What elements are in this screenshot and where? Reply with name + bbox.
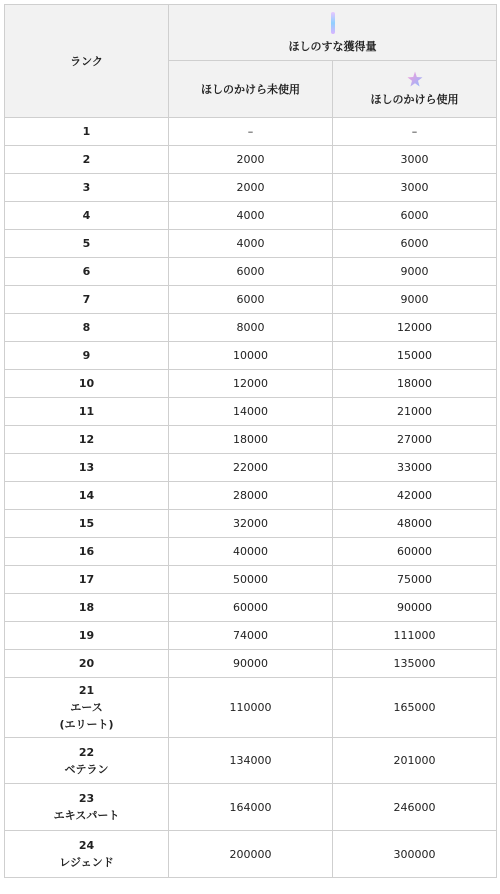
without-fragment-cell: 110000 <box>169 678 333 738</box>
rank-cell <box>5 784 169 831</box>
rank-cell <box>5 314 169 342</box>
rank-number: 10 <box>78 377 95 390</box>
with-fragment-cell: 18000 <box>333 370 497 398</box>
table-row <box>5 784 497 831</box>
table-row <box>5 398 497 426</box>
without-fragment-cell: 18000 <box>169 426 333 454</box>
rank-number: 22 <box>78 745 95 759</box>
table-row <box>5 146 497 174</box>
rank-number: 4 <box>82 209 91 222</box>
rank-number: 20 <box>78 657 95 670</box>
without-fragment-cell: 50000 <box>169 566 333 594</box>
stardust-table <box>4 4 497 878</box>
rank-cell <box>5 118 169 146</box>
with-fragment-cell: 12000 <box>333 314 497 342</box>
rank-number: 15 <box>78 517 95 530</box>
table-row <box>5 454 497 482</box>
rank-number: 14 <box>78 489 95 502</box>
rank-number: 3 <box>82 181 91 194</box>
with-fragment-cell: 27000 <box>333 426 497 454</box>
with-fragment-cell: 75000 <box>333 566 497 594</box>
rank-cell <box>5 738 169 784</box>
table-row <box>5 174 497 202</box>
rank-cell <box>5 426 169 454</box>
rank-title: エース <box>70 701 103 714</box>
without-fragment-cell: 200000 <box>169 831 333 878</box>
rank-cell <box>5 342 169 370</box>
stardust-gain-label: ほしのすな獲得量 <box>288 39 377 53</box>
table-row <box>5 510 497 538</box>
without-fragment-cell: 6000 <box>169 258 333 286</box>
rank-header: ランク <box>5 5 169 118</box>
rank-number: 19 <box>78 629 95 642</box>
without-fragment-cell: 4000 <box>169 202 333 230</box>
without-fragment-cell: 134000 <box>169 738 333 784</box>
rank-cell <box>5 678 169 738</box>
rank-title: レジェンド <box>59 856 114 869</box>
rank-cell <box>5 370 169 398</box>
table-row <box>5 370 497 398</box>
without-fragment-cell: 12000 <box>169 370 333 398</box>
with-fragment-cell: 201000 <box>333 738 497 784</box>
rank-number: 16 <box>78 545 95 558</box>
with-fragment-cell: 3000 <box>333 174 497 202</box>
rank-cell <box>5 594 169 622</box>
with-fragment-cell: 6000 <box>333 202 497 230</box>
without-fragment-cell: 2000 <box>169 146 333 174</box>
with-fragment-cell: – <box>333 118 497 146</box>
table-row <box>5 314 497 342</box>
rank-cell <box>5 538 169 566</box>
table-row <box>5 286 497 314</box>
without-fragment-cell: 14000 <box>169 398 333 426</box>
table-row <box>5 650 497 678</box>
without-fragment-cell: 90000 <box>169 650 333 678</box>
without-fragment-cell: 10000 <box>169 342 333 370</box>
with-fragment-cell: 111000 <box>333 622 497 650</box>
table-row <box>5 118 497 146</box>
rank-cell <box>5 650 169 678</box>
with-fragment-cell: 9000 <box>333 286 497 314</box>
without-fragment-cell: 32000 <box>169 510 333 538</box>
rank-number: 5 <box>82 237 91 250</box>
without-fragment-cell: – <box>169 118 333 146</box>
without-fragment-cell: 164000 <box>169 784 333 831</box>
stardust-icon <box>330 12 336 34</box>
rank-cell <box>5 454 169 482</box>
with-fragment-cell: 246000 <box>333 784 497 831</box>
rank-cell <box>5 398 169 426</box>
with-fragment-cell: 42000 <box>333 482 497 510</box>
table-row <box>5 538 497 566</box>
star-fragment-icon <box>407 71 423 87</box>
table-row <box>5 831 497 878</box>
rank-cell <box>5 174 169 202</box>
rank-title: ベテラン <box>64 762 109 776</box>
rank-cell <box>5 202 169 230</box>
without-fragment-cell: 40000 <box>169 538 333 566</box>
stardust-gain-header <box>169 5 497 61</box>
without-fragment-cell: 8000 <box>169 314 333 342</box>
rank-number: 9 <box>82 349 91 362</box>
with-fragment-cell: 135000 <box>333 650 497 678</box>
rank-cell <box>5 510 169 538</box>
rank-number: 12 <box>78 433 95 446</box>
rank-cell <box>5 566 169 594</box>
table-row <box>5 678 497 738</box>
rank-number: 7 <box>82 293 91 306</box>
table-row <box>5 738 497 784</box>
rank-title: エキスパート <box>53 809 120 822</box>
with-fragment-cell: 21000 <box>333 398 497 426</box>
with-fragment-cell: 6000 <box>333 230 497 258</box>
rank-number: 13 <box>78 461 95 474</box>
with-fragment-cell: 9000 <box>333 258 497 286</box>
with-fragment-cell: 60000 <box>333 538 497 566</box>
table-row <box>5 622 497 650</box>
table-row <box>5 230 497 258</box>
with-fragment-cell: 3000 <box>333 146 497 174</box>
without-fragment-header <box>169 61 333 118</box>
rank-number: 21 <box>78 684 95 697</box>
without-fragment-cell: 28000 <box>169 482 333 510</box>
with-fragment-cell: 15000 <box>333 342 497 370</box>
table-row <box>5 342 497 370</box>
without-fragment-cell: 4000 <box>169 230 333 258</box>
with-fragment-cell: 33000 <box>333 454 497 482</box>
rank-cell <box>5 482 169 510</box>
table-row <box>5 594 497 622</box>
rank-number: 24 <box>78 839 95 852</box>
rank-number: 1 <box>82 125 91 138</box>
with-fragment-cell: 165000 <box>333 678 497 738</box>
table-row <box>5 258 497 286</box>
rank-number: 8 <box>82 321 91 334</box>
without-fragment-cell: 74000 <box>169 622 333 650</box>
rank-cell <box>5 146 169 174</box>
with-fragment-cell: 300000 <box>333 831 497 878</box>
rank-subtitle: (エリート) <box>59 718 114 731</box>
rank-cell <box>5 230 169 258</box>
with-fragment-cell: 90000 <box>333 594 497 622</box>
rank-number: 23 <box>78 792 95 805</box>
rank-cell <box>5 622 169 650</box>
table-row <box>5 426 497 454</box>
without-fragment-cell: 60000 <box>169 594 333 622</box>
with-fragment-header <box>333 61 497 118</box>
rank-cell <box>5 258 169 286</box>
rank-number: 18 <box>78 601 95 614</box>
without-fragment-cell: 2000 <box>169 174 333 202</box>
with-fragment-label: ほしのかけら使用 <box>370 93 459 106</box>
without-fragment-cell: 6000 <box>169 286 333 314</box>
rank-number: 11 <box>78 405 95 418</box>
table-row <box>5 202 497 230</box>
rank-cell <box>5 286 169 314</box>
with-fragment-cell: 48000 <box>333 510 497 538</box>
without-fragment-cell: 22000 <box>169 454 333 482</box>
rank-number: 6 <box>82 265 91 278</box>
without-fragment-label: ほしのかけら未使用 <box>201 83 300 96</box>
table-row <box>5 566 497 594</box>
rank-number: 2 <box>82 153 91 166</box>
table-row <box>5 482 497 510</box>
rank-number: 17 <box>78 573 95 586</box>
rank-cell <box>5 831 169 878</box>
